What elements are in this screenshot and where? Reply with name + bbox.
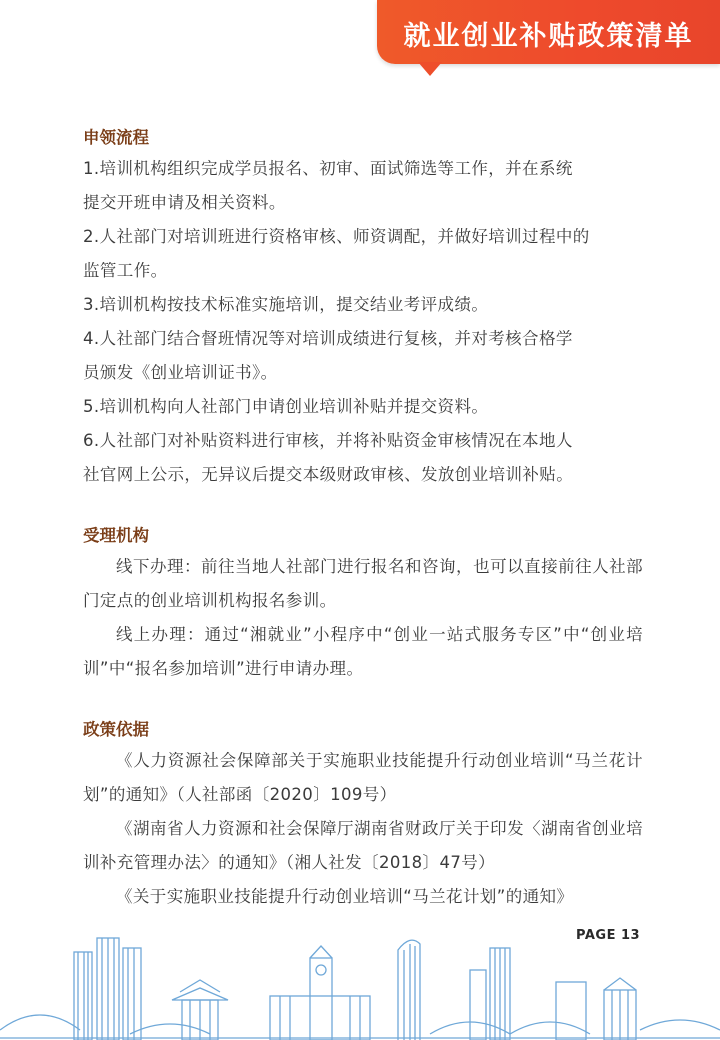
process-line: 2.人社部门对培训班进行资格审核、师资调配，并做好培训过程中的: [83, 227, 590, 246]
process-line: 6.人社部门对补贴资料进行审核，并将补贴资金审核情况在本地人: [83, 431, 573, 450]
policy-document: 《湖南省人力资源和社会保障厅湖南省财政厅关于印发〈湖南省创业培训补充管理办法〉的通知》（湘人社发〔2018〕47号）: [83, 819, 643, 872]
process-line: 提交开班申请及相关资料。: [83, 193, 286, 212]
process-line: 4.人社部门结合督班情况等对培训成绩进行复核，并对考核合格学: [83, 329, 573, 348]
basis-heading: 政策依据: [83, 720, 149, 739]
process-steps: [83, 152, 643, 492]
process-line: 5.培训机构向人社部门申请创业培训补贴并提交资料。: [83, 397, 489, 416]
process-line: 监管工作。: [83, 261, 168, 280]
page-number: PAGE 13: [576, 928, 641, 943]
process-line: 3.培训机构按技术标准实施培训，提交结业考评成绩。: [83, 295, 489, 314]
banner-notch: [418, 62, 442, 76]
policy-document: 《关于实施职业技能提升行动创业培训“马兰花计划”的通知》: [116, 887, 574, 906]
city-skyline-illustration: [0, 930, 720, 1040]
process-heading: 申领流程: [83, 128, 149, 147]
process-line: 员颁发《创业培训证书》。: [83, 363, 278, 382]
process-line: 1.培训机构组织完成学员报名、初审、面试筛选等工作，并在系统: [83, 159, 573, 178]
process-line: 社官网上公示，无异议后提交本级财政审核、发放创业培训补贴。: [83, 465, 574, 484]
policy-document: 《人力资源社会保障部关于实施职业技能提升行动创业培训“马兰花计划”的通知》（人社部函〔2020〕109号）: [83, 751, 643, 804]
main-content: [83, 124, 643, 914]
agency-offline: 线下办理：前往当地人社部门进行报名和咨询，也可以直接前往人社部门定点的创业培训机构报名参训。: [83, 557, 643, 610]
title-banner: [377, 0, 720, 64]
agency-heading: 受理机构: [83, 526, 149, 545]
agency-online: 线上办理：通过“湘就业”小程序中“创业一站式服务专区”中“创业培训”中“报名参加培训”进行申请办理。: [83, 625, 643, 678]
page-title: 就业创业补贴政策清单: [403, 21, 694, 52]
